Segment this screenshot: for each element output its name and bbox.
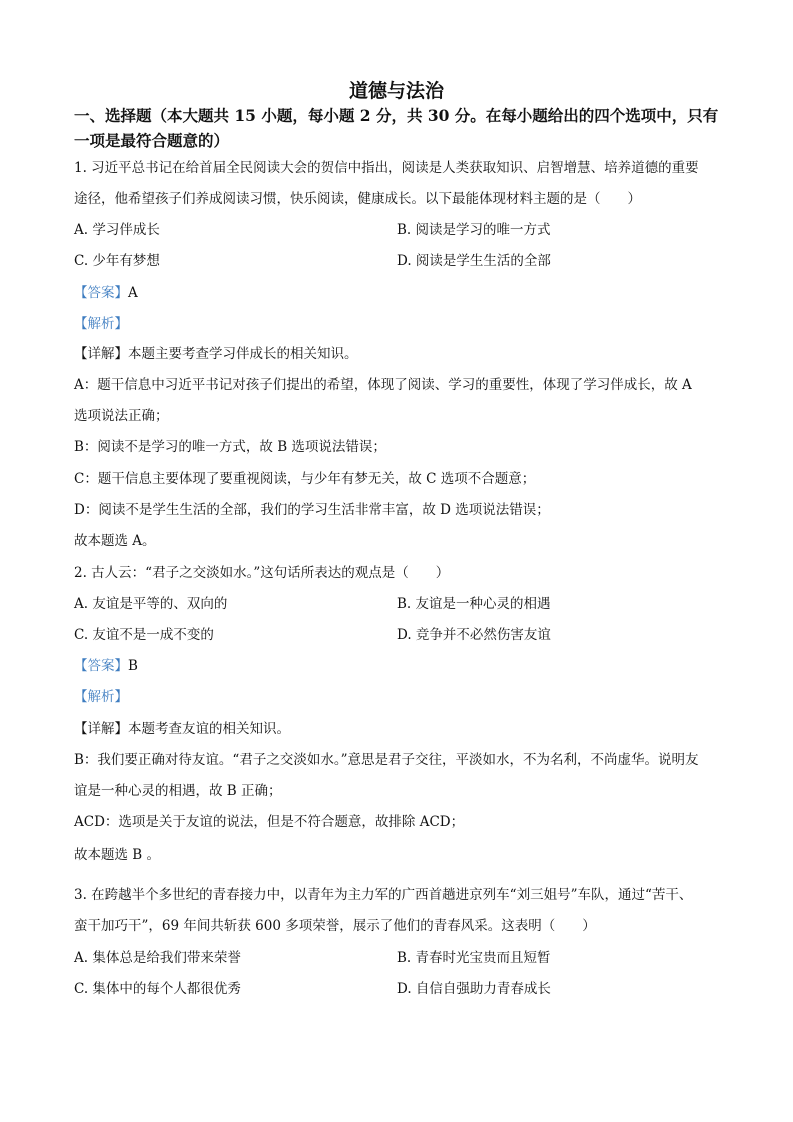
explain-line: B：我们要正确对待友谊。“君子之交淡如水。”意思是君子交往，平淡如水，不为名利，不尚虚华。说明友 <box>74 752 699 768</box>
question-2-detail <box>74 720 290 738</box>
question-2-option-d: D. 竞争并不必然伤害友谊 <box>397 627 551 643</box>
section-heading-cont: 一项是最符合题意的） <box>74 131 230 150</box>
question-3-stem: 3. 在跨越半个多世纪的青春接力中，以青年为主力军的广西首趟进京列车“刘三姐号”车队，通过“苦干、 <box>74 887 693 903</box>
detail-label: 【详解】 <box>74 721 128 737</box>
question-2-option-c: C. 友谊不是一成不变的 <box>74 627 214 643</box>
page-title: 道德与法治 <box>348 80 444 102</box>
question-2-stem: 2. 古人云：“君子之交淡如水。”这句话所表达的观点是（ ） <box>74 565 450 581</box>
question-1-stem-cont: 途径，他希望孩子们养成阅读习惯，快乐阅读，健康成长。以下最能体现材料主题的是（ ） <box>74 191 641 207</box>
question-1-option-d: D. 阅读是学生生活的全部 <box>397 253 551 269</box>
analysis-label: 【解析】 <box>74 316 128 332</box>
answer-value: B <box>128 658 138 674</box>
explain-line: 选项说法正确； <box>74 408 169 424</box>
question-1-option-b: B. 阅读是学习的唯一方式 <box>397 222 551 238</box>
analysis-label: 【解析】 <box>74 689 128 705</box>
explain-conclusion: 故本题选 B 。 <box>74 847 161 863</box>
question-1-option-a: A. 学习伴成长 <box>74 222 160 238</box>
question-3-option-d: D. 自信自强助力青春成长 <box>397 981 551 997</box>
explain-line: D：阅读不是学生生活的全部，我们的学习生活非常丰富，故 D 选项说法错误； <box>74 502 550 518</box>
question-3-option-a: A. 集体总是给我们带来荣誉 <box>74 950 241 966</box>
question-3-stem-cont: 蛮干加巧干”，69 年间共斩获 600 多项荣誉，展示了他们的青春风采。这表明（ ） <box>74 918 596 934</box>
explain-line: C：题干信息主要体现了要重视阅读，与少年有梦无关，故 C 选项不合题意； <box>74 471 536 487</box>
explain-line: A：题干信息中习近平书记对孩子们提出的希望，体现了阅读、学习的重要性，体现了学习伴成长，故 A <box>74 377 692 393</box>
detail-label: 【详解】 <box>74 346 128 362</box>
question-2-answer <box>74 657 138 675</box>
question-3-option-b: B. 青春时光宝贵而且短暂 <box>397 950 551 966</box>
explain-line: 谊是一种心灵的相遇，故 B 正确； <box>74 783 282 799</box>
answer-value: A <box>128 285 138 301</box>
question-3-option-c: C. 集体中的每个人都很优秀 <box>74 981 241 997</box>
question-1-detail <box>74 345 358 363</box>
detail-text: 本题考查友谊的相关知识。 <box>128 721 290 737</box>
answer-label: 【答案】 <box>74 285 128 301</box>
detail-text: 本题主要考查学习伴成长的相关知识。 <box>128 346 358 362</box>
explain-conclusion: 故本题选 A。 <box>74 533 156 549</box>
question-2-option-a: A. 友谊是平等的、双向的 <box>74 596 228 612</box>
answer-label: 【答案】 <box>74 658 128 674</box>
section-heading: 一、选择题（本大题共 15 小题，每小题 2 分，共 30 分。在每小题给出的四个选项中，只有 <box>74 106 719 125</box>
question-1-answer <box>74 284 138 302</box>
question-1-stem: 1. 习近平总书记在给首届全民阅读大会的贺信中指出，阅读是人类获取知识、启智增慧、培养道德的重要 <box>74 160 699 176</box>
question-1-option-c: C. 少年有梦想 <box>74 253 160 269</box>
explain-line: B：阅读不是学习的唯一方式，故 B 选项说法错误； <box>74 439 386 455</box>
question-2-option-b: B. 友谊是一种心灵的相遇 <box>397 596 551 612</box>
explain-line: ACD：选项是关于友谊的说法，但是不符合题意，故排除 ACD； <box>74 814 465 830</box>
